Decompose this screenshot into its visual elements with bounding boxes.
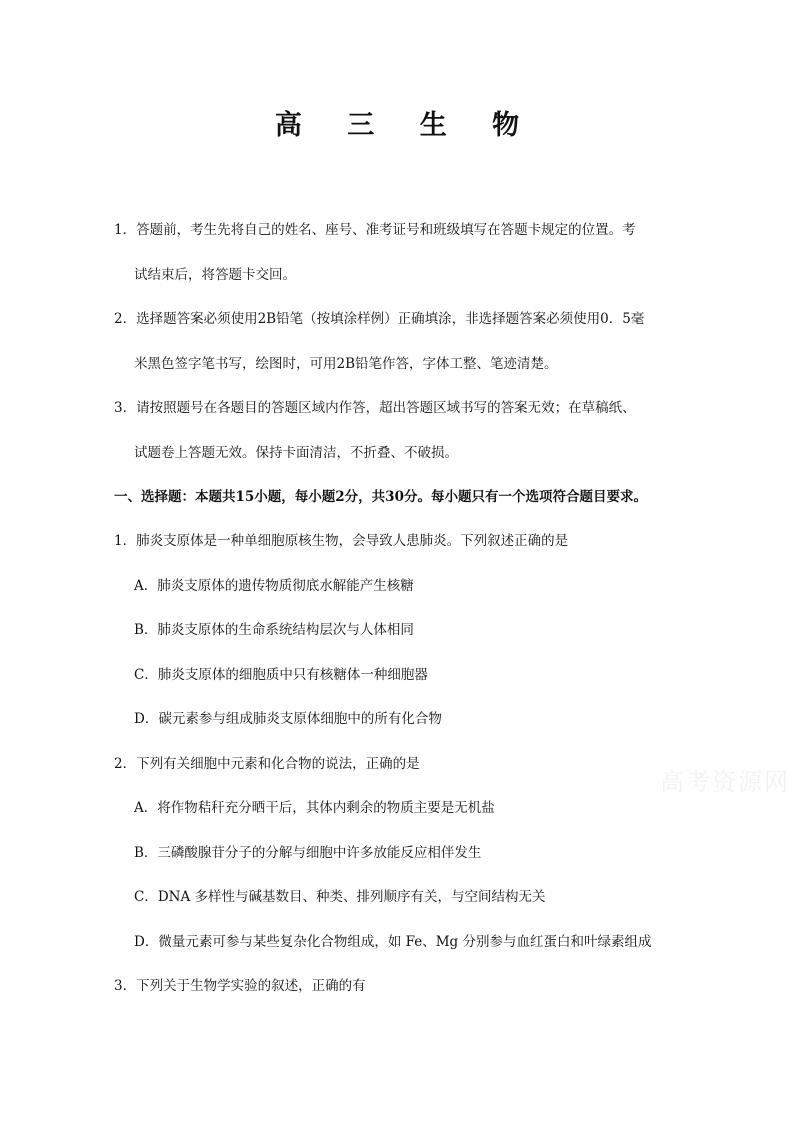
question-2-number: 2． <box>114 756 137 772</box>
question-2-option-b: B．三磷酸腺苷分子的分解与细胞中许多放能反应相伴发生 <box>134 845 482 861</box>
note-2-line-2: 米黑色签字笔书写，绘图时，可用2B铅笔作答，字体工整、笔迹清楚。 <box>134 356 558 372</box>
question-1-option-c: C．肺炎支原体的细胞质中只有核糖体一种细胞器 <box>134 667 428 683</box>
note-3-number: 3． <box>114 400 137 416</box>
question-1-option-d: D．碳元素参与组成肺炎支原体细胞中的所有化合物 <box>134 711 442 727</box>
question-3-text: 下列关于生物学实验的叙述，正确的有 <box>136 978 366 994</box>
note-3-text: 请按照题号在各题目的答题区域内作答，超出答题区域书写的答案无效；在草稿纸、 <box>136 400 636 416</box>
question-3-number: 3． <box>114 978 137 994</box>
note-1-text: 答题前，考生先将自己的姓名、座号、准考证号和班级填写在答题卡规定的位置。考 <box>136 222 636 238</box>
question-2-text: 下列有关细胞中元素和化合物的说法，正确的是 <box>136 756 420 772</box>
page-title: 高 三 生 物 <box>274 110 538 141</box>
note-2-number: 2． <box>114 311 137 327</box>
question-2-option-c: C．DNA 多样性与碱基数目、种类、排列顺序有关，与空间结构无关 <box>134 889 546 905</box>
question-1-number: 1． <box>114 533 137 549</box>
note-1-line-2: 试结束后，将答题卡交回。 <box>134 267 296 283</box>
question-1-option-b: B．肺炎支原体的生命系统结构层次与人体相同 <box>134 622 414 638</box>
question-2-option-d: D．微量元素可参与某些复杂化合物组成，如 Fe、Mg 分别参与血红蛋白和叶绿素组成 <box>134 934 652 950</box>
note-1-number: 1． <box>114 222 137 238</box>
note-3-line-1 <box>114 398 636 418</box>
note-1-line-1 <box>114 220 636 240</box>
question-2-stem <box>114 754 420 774</box>
section-heading: 一、选择题：本题共15小题，每小题2分，共30分。每小题只有一个选项符合题目要求。 <box>114 489 647 505</box>
note-3-line-2: 试题卷上答题无效。保持卡面清洁，不折叠、不破损。 <box>134 445 458 461</box>
question-1-option-a: A．肺炎支原体的遗传物质彻底水解能产生核糖 <box>134 578 414 594</box>
question-3-stem <box>114 976 366 996</box>
watermark: 高考资源网 <box>660 768 790 796</box>
note-2-text: 选择题答案必须使用2B铅笔（按填涂样例）正确填涂，非选择题答案必须使用0．5毫 <box>136 311 645 327</box>
question-1-text: 肺炎支原体是一种单细胞原核生物，会导致人患肺炎。下列叙述正确的是 <box>136 533 569 549</box>
note-2-line-1 <box>114 309 644 329</box>
question-2-option-a: A．将作物秸秆充分晒干后，其体内剩余的物质主要是无机盐 <box>134 800 495 816</box>
question-1-stem <box>114 531 568 551</box>
